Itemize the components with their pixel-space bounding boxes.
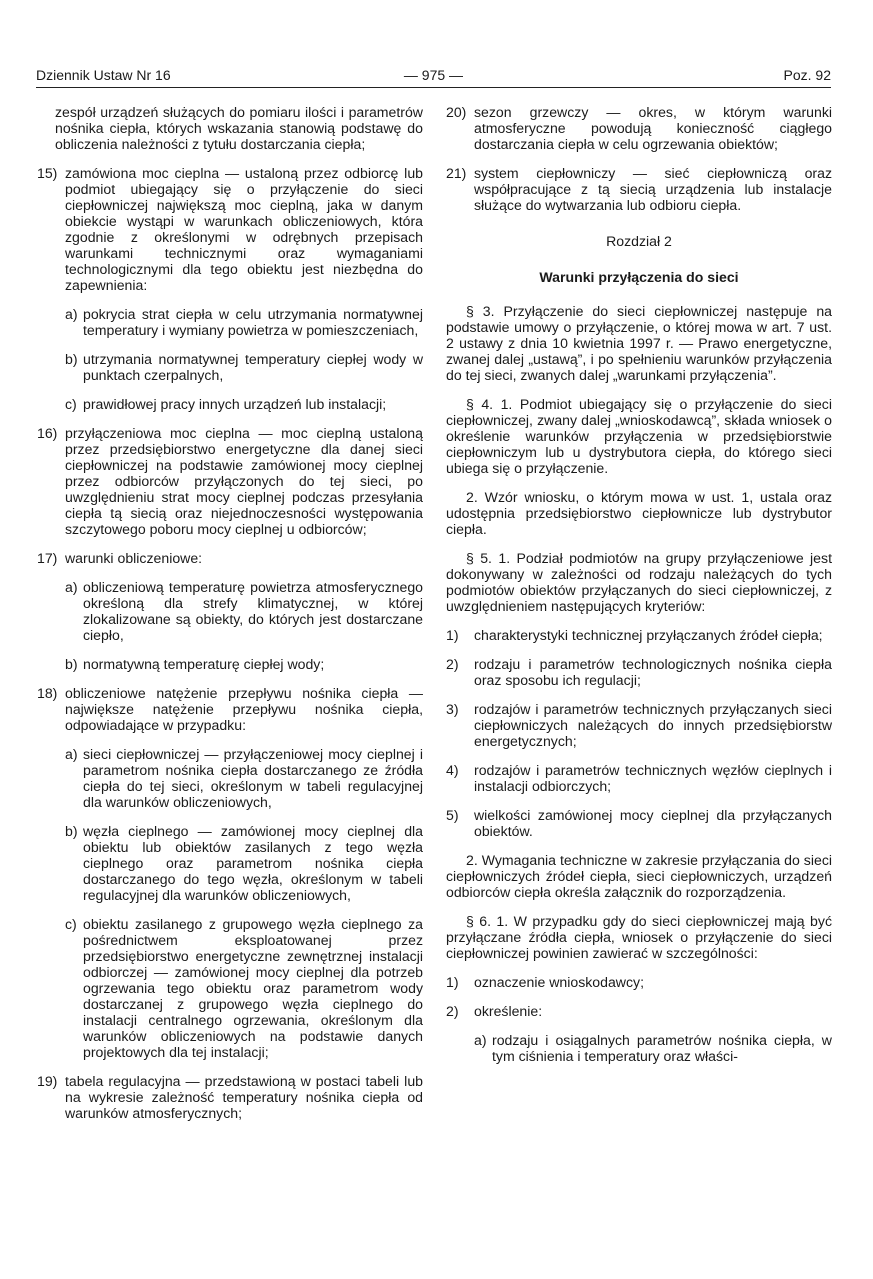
position-number: Poz. 92 — [783, 67, 831, 83]
paragraph-3: § 3. Przyłączenie do sieci ciepłowniczej następuje na podstawie umowy o przyłączenie, o której mowa w art. 7 ust. 2 ustawy z dnia 10 kwietnia 1997 r. — Prawo energetyczne, zwanej dalej „ustawą”, i po spełnieniu warunków przyłączenia do tej sieci, zwanych dalej „warunkami przyłączenia”. — [446, 303, 832, 383]
item-text: rodzajów i parametrów technicznych przyłączanych sieci ciepłowniczych należących do innych przedsiębiorstw energetycznych; — [474, 701, 832, 749]
page-header — [36, 66, 831, 84]
item-label: 21) — [446, 165, 467, 181]
criterion-2 — [446, 656, 832, 688]
application-item-2-a — [446, 1032, 832, 1064]
item-label: 1) — [446, 627, 459, 643]
page-number: — 975 — — [403, 67, 464, 83]
item-text: zamówiona moc cieplna — ustaloną przez odbiorcę lub podmiot ubiegający się o przyłączenie do sieci ciepłowniczej największą moc cieplną, jaka w danym obiekcie wystąpi w warunkach obliczeniowych, która zgodnie z określonymi w odrębnych przepisach warunkami technicznymi oraz wymaganiami technologicznymi dla tego obiektu jest niezbędna do zapewnienia: — [65, 165, 423, 293]
item-label: a) — [65, 306, 78, 322]
paragraph-6-1: § 6. 1. W przypadku gdy do sieci ciepłowniczej mają być przyłączane źródła ciepła, wniosek o przyłączenie do sieci ciepłowniczej powinien zawierać w szczególności: — [446, 913, 832, 961]
definition-16 — [37, 425, 423, 537]
item-label: 3) — [446, 701, 459, 717]
item-text: określenie: — [474, 1003, 543, 1019]
definition-15-a — [37, 306, 423, 338]
definition-15 — [37, 165, 423, 293]
item-label: a) — [65, 579, 78, 595]
item-label: 4) — [446, 762, 459, 778]
paragraph-4-1: § 4. 1. Podmiot ubiegający się o przyłączenie do sieci ciepłowniczej, zwany dalej „wnioskodawcą”, składa wniosek o określenie warunków przyłączenia w przedsiębiorstwie ciepłowniczym lub u dystrybutora ciepła, do którego sieci ubiega się o przyłączenie. — [446, 396, 832, 476]
definition-18 — [37, 685, 423, 733]
item-label: 19) — [37, 1073, 58, 1089]
item-text: prawidłowej pracy innych urządzeń lub instalacji; — [83, 396, 387, 412]
chapter-number: Rozdział 2 — [606, 233, 672, 249]
item-text: oznaczenie wnioskodawcy; — [474, 974, 644, 990]
definition-17 — [37, 550, 423, 566]
definition-17-b — [37, 656, 423, 672]
definition-21 — [446, 165, 832, 213]
definition-15-c — [37, 396, 423, 412]
paragraph-5-1: § 5. 1. Podział podmiotów na grupy przyłączeniowe jest dokonywany w zależności od rodzaju należących do tych podmiotów obiektów przyłączanych do sieci ciepłowniczej, z uwzględnieniem następujących kryteriów: — [446, 550, 832, 614]
definition-20 — [446, 104, 832, 152]
item-label: 1) — [446, 974, 459, 990]
header-rule — [36, 87, 831, 88]
chapter-title: Warunki przyłączenia do sieci — [539, 269, 739, 285]
item-label: c) — [65, 396, 77, 412]
definition-17-a — [37, 579, 423, 643]
item-text: rodzaju i parametrów technologicznych nośnika ciepła oraz sposobu ich regulacji; — [474, 656, 832, 688]
item-text: rodzajów i parametrów technicznych węzłów cieplnych i instalacji odbiorczych; — [474, 762, 832, 794]
item-label: a) — [65, 746, 78, 762]
item-text: obliczeniową temperaturę powietrza atmosferycznego określoną dla strefy klimatycznej, w której zlokalizowane są obiekty, do których jest dostarczane ciepło, — [83, 579, 423, 643]
item-label: a) — [474, 1032, 487, 1048]
item-label: 2) — [446, 656, 459, 672]
definition-19 — [37, 1073, 423, 1121]
item-text: tabela regulacyjna — przedstawioną w postaci tabeli lub na wykresie zależność temperatury nośnika ciepła od warunków atmosferycznych; — [65, 1073, 423, 1121]
paragraph-4-2: 2. Wzór wniosku, o którym mowa w ust. 1, ustala oraz udostępnia przedsiębiorstwo ciepłownicze lub dystrybutor ciepła. — [446, 489, 832, 537]
item-label: b) — [65, 351, 78, 367]
definition-14-continuation: zespół urządzeń służących do pomiaru ilości i parametrów nośnika ciepła, których wskazania stanowią podstawę do obliczenia należności z tytułu dostarczania ciepła; — [55, 104, 423, 152]
item-label: 2) — [446, 1003, 459, 1019]
criterion-4 — [446, 762, 832, 794]
item-text: rodzaju i osiągalnych parametrów nośnika ciepła, w tym ciśnienia i temperatury oraz właści- — [492, 1032, 832, 1064]
item-text: węzła cieplnego — zamówionej mocy cieplnej dla obiektu lub obiektów zasilanych z tego węzła cieplnego oraz parametrom nośnika ciepła dostarczanego do tego węzła, określonym w tabeli regulacyjnej dla warunków obliczeniowych, — [83, 823, 423, 903]
paragraph-5-2: 2. Wymagania techniczne w zakresie przyłączania do sieci ciepłowniczych źródeł ciepła, sieci ciepłowniczych, urządzeń odbiorców ciepła określa załącznik do rozporządzenia. — [446, 852, 832, 900]
item-text: sezon grzewczy — okres, w którym warunki atmosferyczne powodują konieczność ciągłego dostarczania ciepła w celu ogrzewania obiektów; — [474, 104, 832, 152]
criterion-3 — [446, 701, 832, 749]
item-label: 5) — [446, 807, 459, 823]
item-text: normatywną temperaturę ciepłej wody; — [83, 656, 325, 672]
item-text: pokrycia strat ciepła w celu utrzymania normatywnej temperatury i wymiany powietrza w pomieszczeniach, — [83, 306, 423, 338]
item-text: wielkości zamówionej mocy cieplnej dla przyłączanych obiektów. — [474, 807, 832, 839]
item-text: warunki obliczeniowe: — [65, 550, 203, 566]
item-label: c) — [65, 916, 77, 932]
item-text: sieci ciepłowniczej — przyłączeniowej mocy cieplnej i parametrom nośnika ciepła dostarczanego ze źródła ciepła do tej sieci, określonym w tabeli regulacyjnej dla warunków obliczeniowych, — [83, 746, 423, 810]
criterion-1 — [446, 627, 832, 643]
item-label: 18) — [37, 685, 58, 701]
definition-15-b — [37, 351, 423, 383]
definition-18-a — [37, 746, 423, 810]
item-label: 20) — [446, 104, 467, 120]
item-text: charakterystyki technicznej przyłączanych źródeł ciepła; — [474, 627, 823, 643]
application-item-2 — [446, 1003, 832, 1019]
journal-title: Dziennik Ustaw Nr 16 — [36, 67, 171, 83]
item-label: 17) — [37, 550, 58, 566]
item-text: utrzymania normatywnej temperatury ciepłej wody w punktach czerpalnych, — [83, 351, 423, 383]
definition-18-c — [37, 916, 423, 1060]
item-text: przyłączeniowa moc cieplna — moc cieplną ustaloną przez przedsiębiorstwo energetyczne dla danej sieci ciepłowniczej na podstawie zamówionej mocy cieplnej przez odbiorców przyłączonych do tej sieci, po uwzględnieniu strat mocy cieplnej podczas przesyłania ciepła tą siecią oraz niejednoczesności występowania szczytowego poboru mocy cieplnej u odbiorców; — [65, 425, 423, 537]
left-column — [37, 104, 423, 1134]
item-text: obliczeniowe natężenie przepływu nośnika ciepła — największe natężenie przepływu nośnika ciepła, odpowiadające w przypadku: — [65, 685, 423, 733]
item-label: b) — [65, 823, 78, 839]
right-column — [446, 104, 832, 1077]
definition-18-b — [37, 823, 423, 903]
item-label: 16) — [37, 425, 58, 441]
item-label: 15) — [37, 165, 58, 181]
criterion-5 — [446, 807, 832, 839]
item-label: b) — [65, 656, 78, 672]
item-text: system ciepłowniczy — sieć ciepłowniczą oraz współpracujące z tą siecią urządzenia lub instalacje służące do wytwarzania lub odbioru ciepła. — [474, 165, 832, 213]
application-item-1 — [446, 974, 832, 990]
item-text: obiektu zasilanego z grupowego węzła cieplnego za pośrednictwem eksploatowanej przez przedsiębiorstwo energetyczne zewnętrznej instalacji odbiorczej — zamówionej mocy cieplnej dla potrzeb ogrzewania tego obiektu oraz parametrom wody dostarczanej z grupowego węzła cieplnego do instalacji centralnego ogrzewania, określonym dla warunków obliczeniowych na podstawie danych projektowych dla tej instalacji; — [83, 916, 423, 1060]
